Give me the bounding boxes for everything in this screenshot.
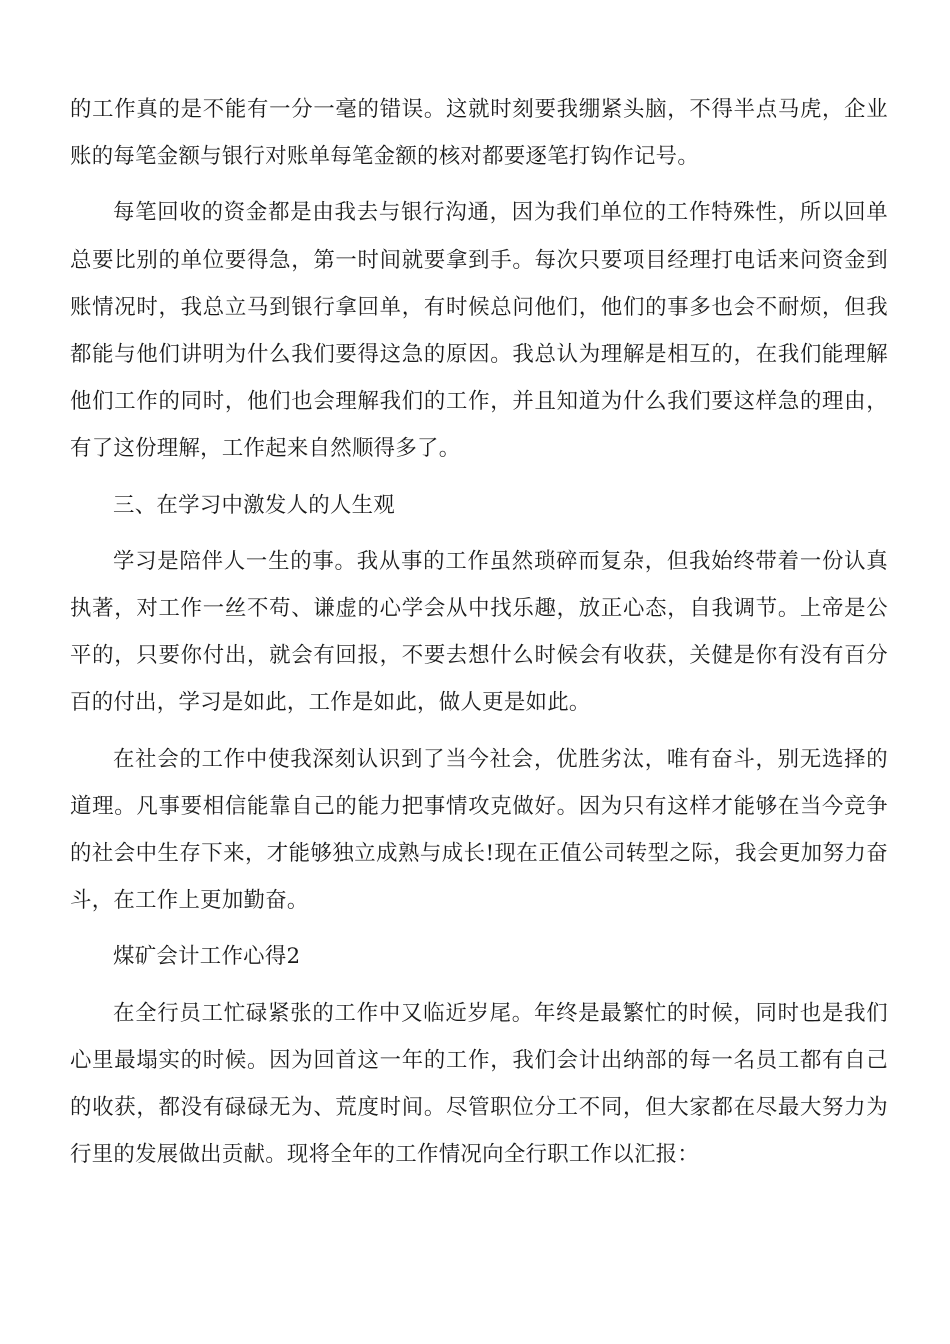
paragraph-bank-communication: 每笔回收的资金都是由我去与银行沟通，因为我们单位的工作特殊性，所以回单总要比别的单位要得急，第一时间就要拿到手。每次只要项目经理打电话来问资金到账情况时，我总立马到银行拿回单，有时候总问他们，他们的事多也会不耐烦，但我都能与他们讲明为什么我们要得这急的原因。我总认为理解是相互的，在我们能理解他们工作的同时，他们也会理解我们的工作，并且知道为什么我们要这样急的理由，有了这份理解，工作起来自然顺得多了。	[70, 200, 888, 462]
paragraph-year-end: 在全行员工忙碌紧张的工作中又临近岁尾。年终是最繁忙的时候，同时也是我们心里最塌实的时候。因为回首这一年的工作，我们会计出纳部的每一名员工都有自己的收获，都没有碌碌无为、荒度时间。尽管职位分工不同，但大家都在尽最大努力为行里的发展做出贡献。现将全年的工作情况向全行职工作以汇报：	[70, 1000, 888, 1168]
section-heading-learning: 三、在学习中激发人的人生观	[113, 492, 395, 518]
paragraph-society: 在社会的工作中使我深刻认识到了当今社会，优胜劣汰，唯有奋斗，别无选择的道理。凡事要相信能靠自己的能力把事情攻克做好。因为只有这样才能够在当今竞争的社会中生存下来，才能够独立成熟与成长!现在正值公司转型之际，我会更加努力奋斗，在工作上更加勤奋。	[70, 746, 888, 914]
paragraph-learning: 学习是陪伴人一生的事。我从事的工作虽然琐碎而复杂，但我始终带着一份认真执著，对工作一丝不苟、谦虚的心学会从中找乐趣，放正心态，自我调节。上帝是公平的，只要你付出，就会有回报，不要去想什么时候会有收获，关健是你有没有百分百的付出，学习是如此，工作是如此，做人更是如此。	[70, 548, 888, 716]
paragraph-continuation: 的工作真的是不能有一分一毫的错误。这就时刻要我绷紧头脑，不得半点马虎，企业账的每笔金额与银行对账单每笔金额的核对都要逐笔打钩作记号。	[70, 97, 888, 170]
article-title-2: 煤矿会计工作心得2	[113, 944, 301, 970]
document-page	[70, 86, 888, 1187]
